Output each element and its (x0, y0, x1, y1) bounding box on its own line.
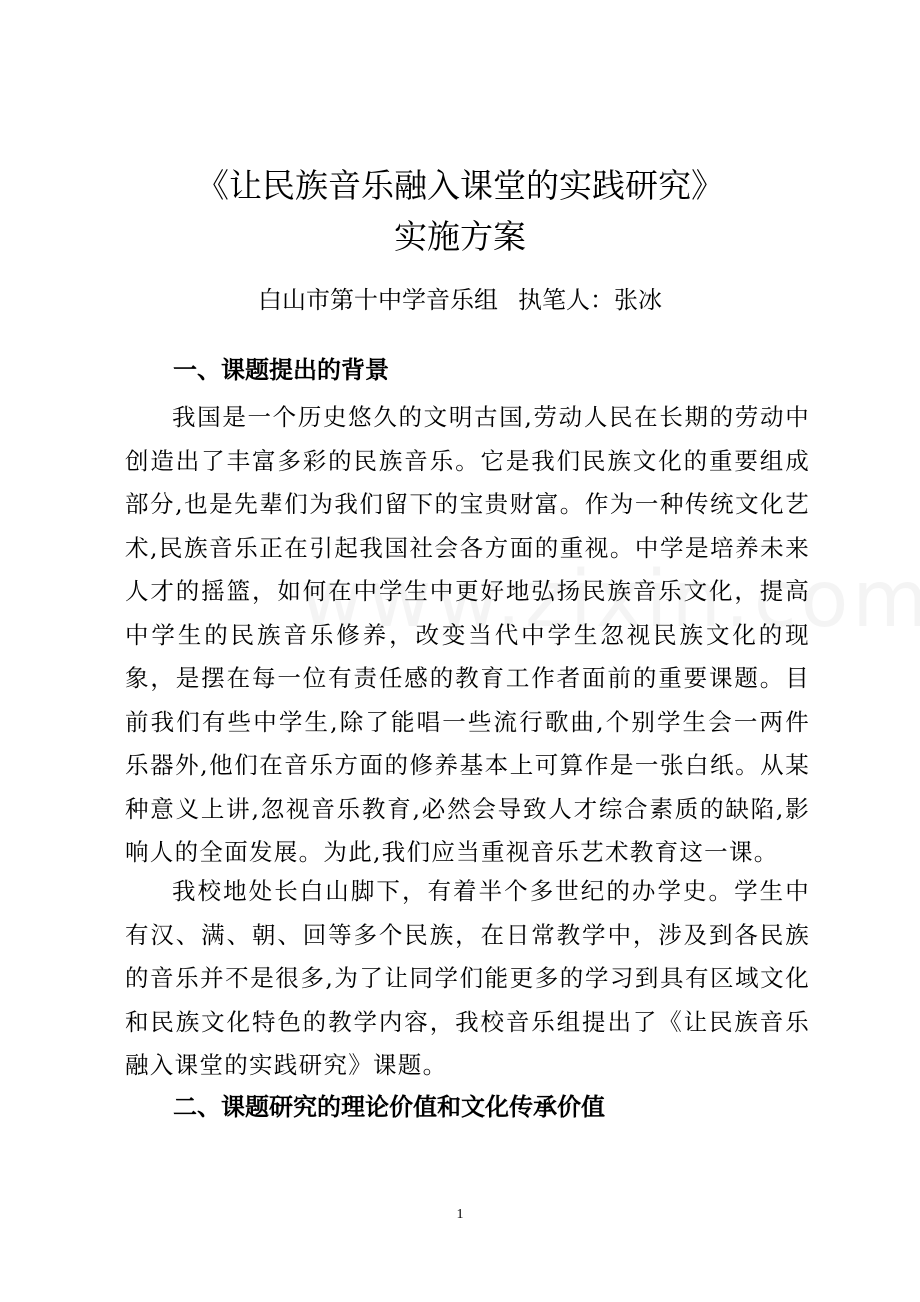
byline-author: 执笔人：张冰 (518, 286, 662, 314)
section-heading-background: 一、课题提出的背景 (173, 356, 389, 384)
paragraph: 我国是一个历史悠久的文明古国,劳动人民在长期的劳动中创造出了丰富多彩的民族音乐。它是我们民族文化的重要组成部分,也是先辈们为我们留下的宝贵财富。作为一种传统文化艺术,民族音乐正在引起我国社会各方面的重视。中学是培养未来人才的摇篮，如何在中学生中更好地弘扬民族音乐文化，提高中学生的民族音乐修养，改变当代中学生忽视民族文化的现象，是摆在每一位有责任感的教育工作者面前的重要课题。目前我们有些中学生,除了能唱一些流行歌曲,个别学生会一两件乐器外,他们在音乐方面的修养基本上可算作是一张白纸。从某种意义上讲,忽视音乐教育,必然会导致人才综合素质的缺陷,影响人的全面发展。为此,我们应当重视音乐艺术教育这一课。 (125, 403, 810, 866)
page-number: 1 (456, 1207, 464, 1222)
document-subtitle: 实施方案 (394, 217, 526, 256)
byline-organization: 白山市第十中学音乐组 (258, 286, 498, 314)
byline (0, 284, 920, 316)
paragraph: 我校地处长白山脚下，有着半个多世纪的办学史。学生中有汉、满、朝、回等多个民族，在日常教学中，涉及到各民族的音乐并不是很多,为了让同学们能更多的学习到具有区域文化和民族文化特色的教学内容，我校音乐组提出了《让民族音乐融入课堂的实践研究》课题。 (125, 877, 810, 1079)
section-heading-value: 二、课题研究的理论价值和文化传承价值 (173, 1093, 605, 1121)
document-title: 《让民族音乐融入课堂的实践研究》 (196, 166, 724, 205)
